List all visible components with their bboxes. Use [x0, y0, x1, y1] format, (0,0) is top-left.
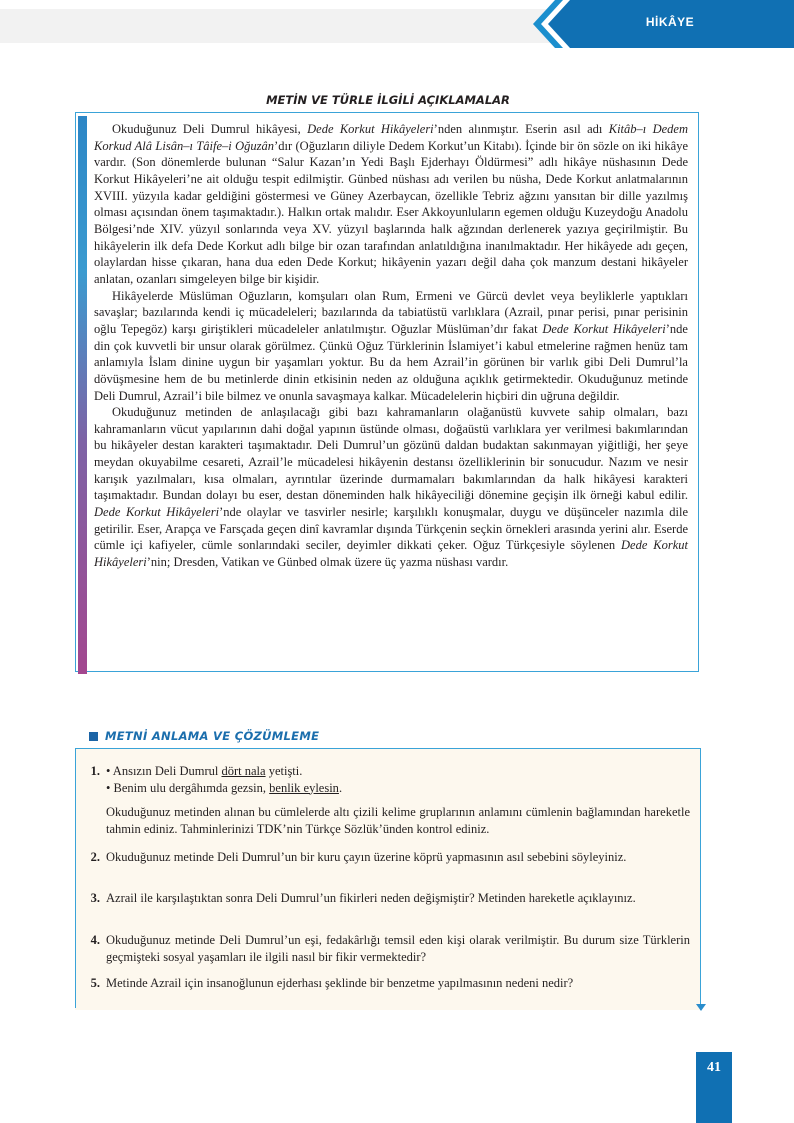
gradient-stripe	[78, 116, 87, 674]
question-number: 1.	[90, 764, 100, 778]
questions-box-left-border	[75, 748, 76, 1008]
underlined-text: benlik eylesin	[269, 780, 339, 795]
text-run: • Ansızın Deli Dumrul	[106, 764, 222, 778]
text-run: ’nde din çok kuvvetli bir unsur olarak görülmez. Çünkü Oğuz Türklerinin İslamiyet’i kabul etmelerine rağmen henüz tam anlamıyla İslam dinine uygun bir yaşamları yoktur. Bu da hem Azrail’in görünen bir varlık gibi Deli Dumrul’la dövüşmesine hem de bu metinlerde dinin etkisinin neden az olduğuna açıklık getirmektedir. Okuduğunuz metinde Deli Dumrul, Azrail’i bile bilmez ve onunla savaşmaya kalkar. Mücadelelerin hiçbiri din uğruna değildir.	[94, 321, 688, 403]
question-1-bullet-2	[106, 780, 690, 797]
question-number: 2.	[90, 850, 100, 864]
question-number: 3.	[90, 891, 100, 905]
question-5	[82, 975, 690, 992]
question-3-text: Azrail ile karşılaştıktan sonra Deli Dumrul’un fikirleri neden değişmiştir? Metinden hareketle açıklayınız.	[106, 891, 636, 905]
arrow-down-icon	[696, 1004, 706, 1011]
italic-text: Dede Korkut Hikâyeleri	[94, 505, 220, 520]
paragraph-2	[94, 288, 688, 405]
section-title-2: METNİ ANLAMA VE ÇÖZÜMLEME	[105, 729, 320, 743]
explanation-text	[94, 121, 688, 571]
text-run: • Benim ulu dergâhımda gezsin,	[106, 780, 270, 795]
text-run: ’dır (Oğuzların diliyle Dedem Korkut’un Kitabı). İçinde bir ön sözle on iki hikâye vardır. (Son dönemlerde bulunan “Salur Kazan’ın Yedi Başlı Ejderhayı Öldürmesi” adlı hikâye nüshasının Dede Korkut Hikâyeleri’ne ait olduğu tespit edilmiştir. Günbed nüshası adı verilen bu nüsha, Dede Korkut anlatmalarının XVIII. yüzyıla kadar geldiğini göstermesi ve Güney Azerbaycan, özellikle Tebriz ağzını yansıtan bir dille yazılmış olması açısından önem taşımaktadır.). Halkın ortak malıdır. Eser Akkoyunluların egemen olduğu Kuzeydoğu Anadolu Bölgesi’nde XIV. yüzyıl sonlarında veya XV. yüzyıl başlarında halk ağzından derlenerek yazıya geçirilmiştir. Bu hikâyelerin ilk defa Dede Korkut adlı bilge bir ozan tarafından anlatıldığına inanılmaktadır. Her hikâyede adı geçen, olaylardan hisse çıkaran, hana dua eden Dede Korkut; hikâyenin yazarı değil daha çok manzum destani hikâyeler anlatan, ozanları simgeleyen bilge bir kişidir.	[94, 138, 688, 286]
question-number: 4.	[90, 933, 100, 947]
question-2-text: Okuduğunuz metinde Deli Dumrul’un bir kuru çayın üzerine köprü yapmasının asıl sebebini söyleyiniz.	[106, 850, 627, 864]
question-1	[82, 763, 690, 837]
text-run: ’nde olaylar ve tasvirler nesirle; karşılıklı konuşmalar, duygu ve düşünceler nazımla dile getirilir. Eser, Arapça ve Farsçada geçen dinî kavramlar dışında Türkçenin seçkin örnekleri arasında yerini alır. Eserde cümle içi kafiyeler, cümle sonlarındaki seciler, deyimler dikkati çeker. Oğuz Türkçesiyle söylenen	[94, 505, 689, 553]
question-5-text: Metinde Azrail için insanoğlunun ejderhası şeklinde bir benzetme yapılmasının nedeni nedir?	[106, 976, 574, 990]
question-4-text: Okuduğunuz metinde Deli Dumrul’un eşi, fedakârlığı temsil eden kişi olarak verilmiştir. Bu durum size Türklerin geçmişteki sosyal yaşamları ile ilgili nasıl bir fikir vermektedir?	[106, 933, 690, 964]
italic-text: Kitâb–ı Dedem Korkud Alâ Lisân–ı Tâife–i Oğuzân	[94, 122, 688, 153]
question-3	[82, 890, 690, 907]
text-run: Okuduğunuz Deli Dumrul hikâyesi,	[112, 122, 308, 136]
underlined-text: dört nala	[221, 764, 266, 778]
header-tab-label: HİKÂYE	[645, 15, 695, 29]
question-1-text: Okuduğunuz metinden alınan bu cümlelerde altı çizili kelime gruplarının anlamını cümlenin bağlamından hareketle tahmin ediniz. Tahminlerinizi TDK’nin Türkçe Sözlük’ünden kontrol ediniz.	[106, 805, 690, 836]
question-2	[82, 849, 690, 866]
question-4	[82, 932, 690, 965]
square-bullet-icon	[89, 732, 98, 741]
italic-text: Dede Korkut Hikâyeleri	[307, 122, 434, 136]
paragraph-1	[94, 121, 688, 288]
text-run: Okuduğunuz metinden de anlaşılacağı gibi bazı kahramanların olağanüstü kuvvete sahip olmaları, bazı kahramanların vücut yapılarının dahi doğal yapının üstünde olması, doğaüstü varlıklara yer verilmesi bakımlarından bu hikâyeler destan karakteri taşımaktadır. Deli Dumrul’un gözünü daldan budaktan sakınmayan yiğitliği, her şeye meydan okuyabilme cesareti, Azrail’le mücadelesi hikâyenin destansı özelliklerinin bir sonucudur. Nazım ve nesir karışık yazılmaları, kısa olmaları, ayrıntılar üzerinde durmamaları bakımlarından da halk hikâyesi karakteri taşımaktadır. Bundan dolayı bu eser, destan döneminden halk hikâyeciliği dönemine geçişin ilk örneği kabul edilir.	[94, 405, 688, 503]
italic-text: Dede Korkut Hikâyeleri	[94, 538, 688, 570]
page-number: 41	[707, 1060, 721, 1075]
question-number: 5.	[90, 976, 100, 990]
text-run: .	[338, 780, 343, 795]
paragraph-3	[94, 404, 688, 571]
text-run: ’nden alınmıştır. Eserin asıl adı	[433, 122, 609, 136]
text-run: Hikâyelerde Müslüman Oğuzların, komşuları olan Rum, Ermeni ve Gürcü devlet veya beyliklerle yaptıkları savaşlar; bazılarında kendi iç mücadeleleri; bazılarında da tabiatüstü varlıklara (Azrail, pınar perisi, pınar perisinin oğlu Tepegöz) karşı giriştikleri mücadeleler anlatılmıştır. Oğuzlar Müslüman’dır fakat	[94, 288, 688, 336]
text-run: ’nin; Dresden, Vatikan ve Günbed olmak üzere üç yazma nüshası vardır.	[146, 555, 509, 570]
italic-text: Dede Korkut Hikâyeleri	[542, 321, 666, 336]
section-title: METİN VE TÜRLE İLGİLİ AÇIKLAMALAR	[266, 93, 510, 107]
text-run: yetişti.	[265, 764, 303, 778]
question-1-bullet-1	[106, 763, 690, 780]
